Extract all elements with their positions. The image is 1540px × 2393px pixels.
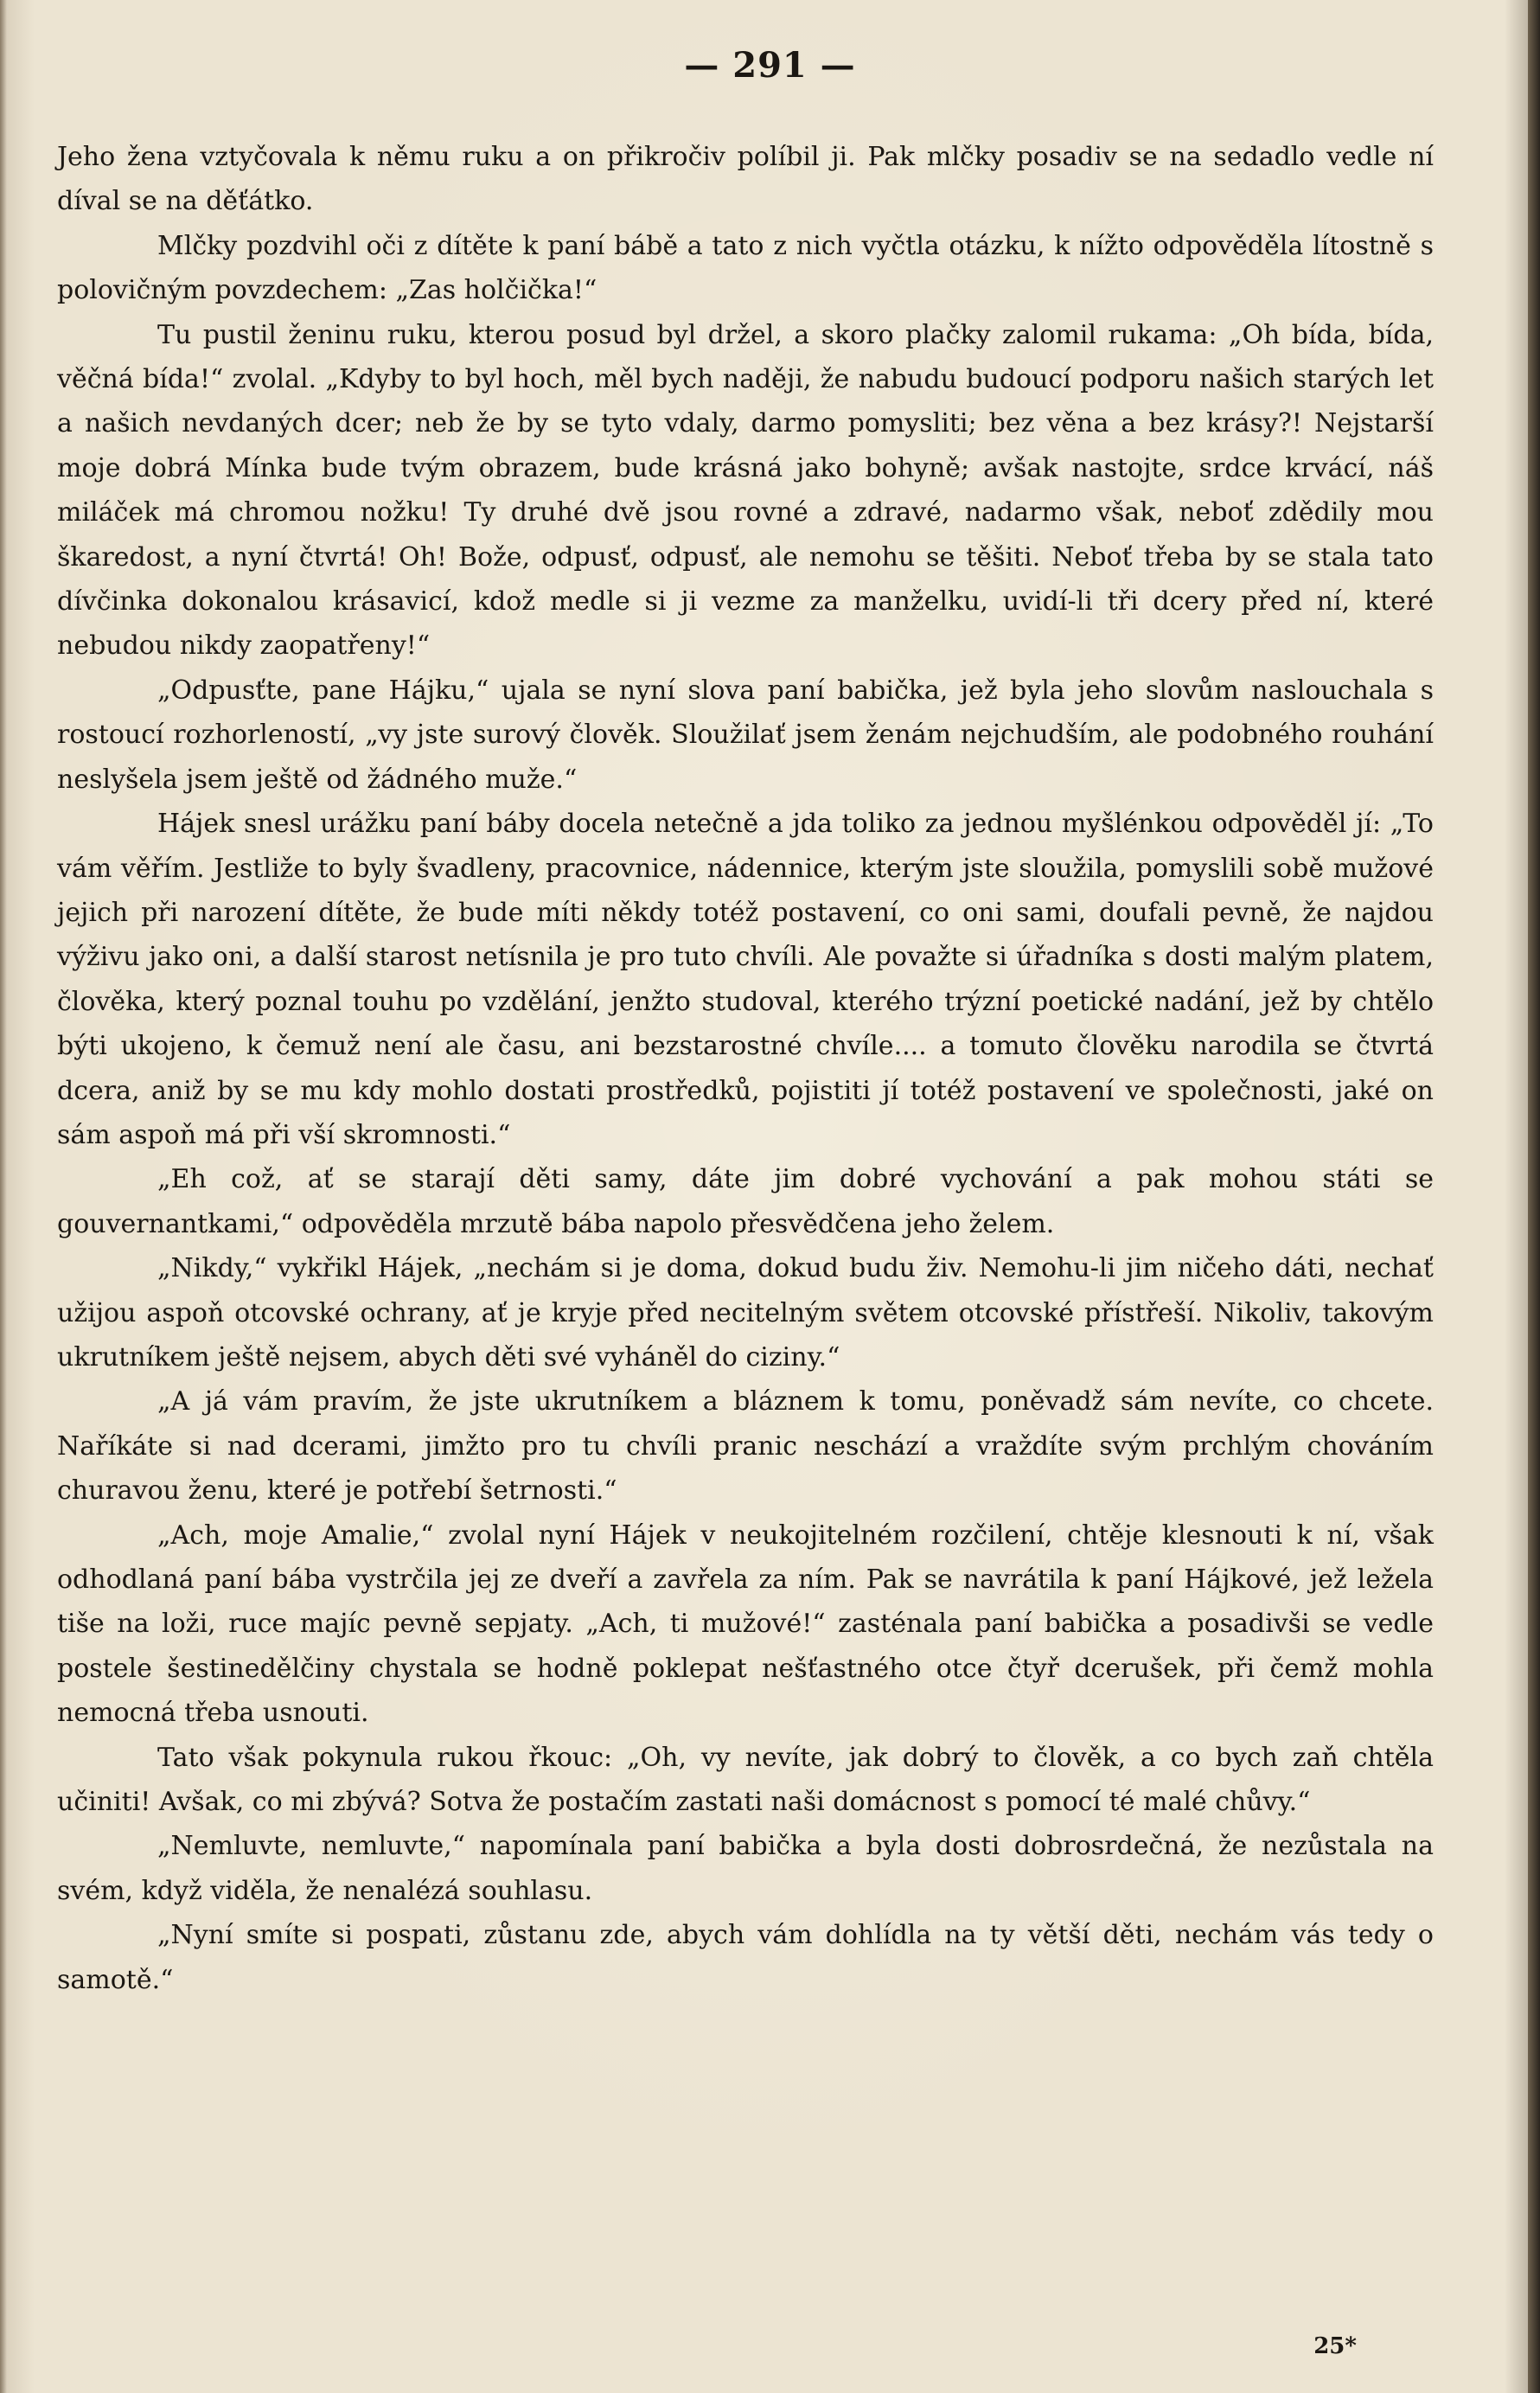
page-number: — 291 — [684,45,856,86]
paragraph-10: Tato však pokynula rukou řkouc: „Oh, vy nevíte, jak dobrý to člověk, a co bych zaň chtěla učiniti! Avšak, co mi zbývá? Sotva že postačím zastati naši domácnost s pomocí té malé chůvy.“ [57,1742,1434,1818]
paragraph-5: Hájek snesl urážku paní báby docela netečně a jda toliko za jednou myšlénkou odpověděl jí: „To vám věřím. Jestliže to byly švadleny, pracovnice, nádennice, kterým jste sloužila, pomyslili sobě mužové jejich při narození dítěte, že bude míti někdy totéž postavení, co oni sami, doufali pevně, že najdou výživu jako oni, a další starost netísnila je pro tuto chvíli. Ale považte si úřadníka s dosti malým platem, člověka, který poznal touhu po vzdělání, jenžto studoval, kterého trýzní poetické nadání, jež by chtělo býti ukojeno, k čemuž není ale času, ani bezstarostné chvíle.... a tomuto člověku narodila se čtvrtá dcera, aniž by se mu kdy mohlo dostati prostředků, pojistiti jí totéž postavení ve společnosti, jaké on sám aspoň má při vší skromnosti.“ [57,809,1434,1150]
paragraph-4: „Odpusťte, pane Hájku,“ ujala se nyní slova paní babička, jež byla jeho slovům naslouchala s rostoucí rozhorleností, „vy jste surový člověk. Sloužilať jsem ženám nejchudším, ale podobného rouhání neslyšela jsem ještě od žádného muže.“ [57,675,1434,795]
paragraph-12: „Nyní smíte si pospati, zůstanu zde, abych vám dohlídla na ty větší děti, nechám vás tedy o samotě.“ [57,1920,1434,1995]
paragraph-1: Jeho žena vztyčovala k němu ruku a on přikročiv políbil ji. Pak mlčky posadiv se na sedadlo vedle ní díval se na děťátko. [57,142,1434,217]
paragraph-11: „Nemluvte, nemluvte,“ napomínala paní babička a byla dosti dobrosrdečná, že nezůstala na svém, když viděla, že nenalézá souhlasu. [57,1831,1434,1906]
paragraph-6: „Eh což, ať se starají děti samy, dáte jim dobré vychování a pak mohou státi se gouvernantkami,“ odpověděla mrzutě bába napolo přesvědčena jeho želem. [57,1164,1434,1239]
paragraph-3: Tu pustil ženinu ruku, kterou posud byl držel, a skoro plačky zalomil rukama: „Oh bída, bída, věčná bída!“ zvolal. „Kdyby to byl hoch, měl bych naději, že nabudu budoucí podporu našich starých let a našich nevdaných dcer; neb že by se tyto vdaly, darmo pomysliti; bez věna a bez krásy?! Nejstarší moje dobrá Mínka bude tvým obrazem, bude krásná jako bohyně; avšak nastojte, srdce krvácí, náš miláček má chromou nožku! Ty druhé dvě jsou rovné a zdravé, nadarmo však, neboť zdědily mou škaredost, a nyní čtvrtá! Oh! Bože, odpusť, odpusť, ale nemohu se těšiti. Neboť třeba by se stala tato dívčinka dokonalou krásavicí, kdož medle si ji vezme za manželku, uvidí-li tři dcery před ní, které nebudou nikdy zaopatřeny!“ [57,319,1434,662]
paragraph-9: „Ach, moje Amalie,“ zvolal nyní Hájek v neukojitelném rozčilení, chtěje klesnouti k ní, však odhodlaná paní bába vystrčila jej ze dveří a zavřela za ním. Pak se navrátila k paní Hájkové, jež ležela tiše na loži, ruce majíc pevně sepjaty. „Ach, ti mužové!“ zasténala paní babička a posadivši se vedle postele šestinedělčiny chystala se hodně poklepat nešťastného otce čtyř dcerušek, při čemž mohla nemocná třeba usnouti. [57,1520,1434,1729]
signature-mark: 25* [1313,2333,1357,2359]
paragraph-8: „A já vám pravím, že jste ukrutníkem a bláznem k tomu, poněvadž sám nevíte, co chcete. Naříkáte si nad dcerami, jimžto pro tu chvíli pranic neschází a vraždíte svým prchlým chováním churavou ženu, které je potřebí šetrnosti.“ [57,1386,1434,1507]
page-right-edge-shadow [1528,0,1540,2393]
body-text [57,135,1434,2002]
paragraph-2: Mlčky pozdvihl oči z dítěte k paní bábě a tato z nich vyčtla otázku, k nížto odpověděla lítostně s polovičným povzdechem: „Zas holčička!“ [57,230,1434,306]
paragraph-7: „Nikdy,“ vykřikl Hájek, „nechám si je doma, dokud budu živ. Nemohu-li jim ničeho dáti, nechať užijou aspoň otcovské ochrany, ať je kryje před necitelným světem otcovské přístřeší. Nikoliv, takovým ukrutníkem ještě nejsem, abych děti své vyháněl do ciziny.“ [57,1253,1434,1372]
page-left-edge-shadow [0,0,7,2393]
